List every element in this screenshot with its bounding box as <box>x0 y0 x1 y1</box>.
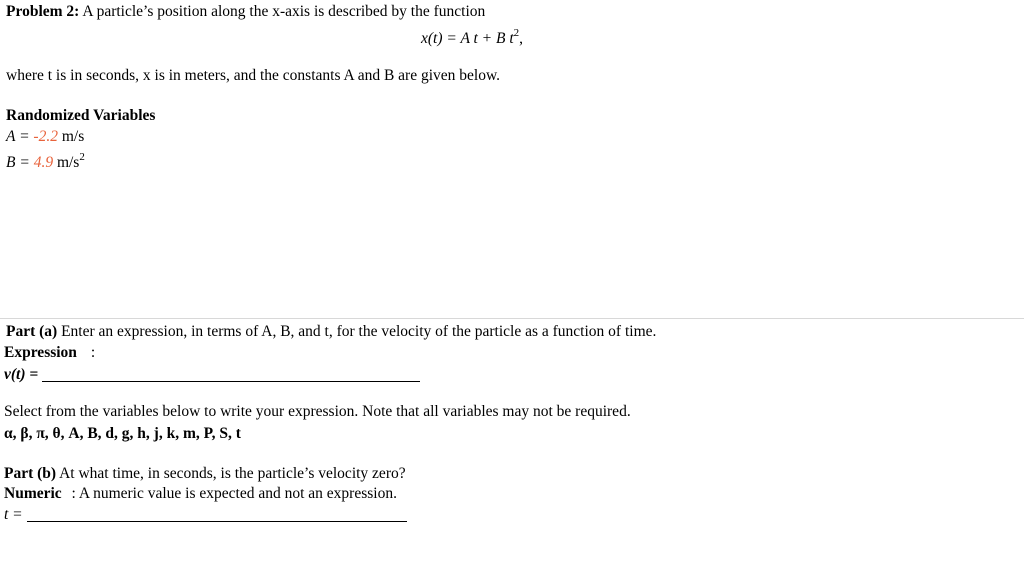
equation-tail: , <box>519 30 524 47</box>
part-a-type <box>4 344 95 362</box>
part-b-type-note: : A numeric value is expected and not an expression. <box>71 485 397 502</box>
variable-a <box>6 128 84 146</box>
part-a-question <box>6 323 656 341</box>
section-divider <box>0 318 1024 319</box>
randomized-variables-heading: Randomized Variables <box>6 107 156 124</box>
part-a-answer-row <box>4 366 420 384</box>
variable-b-unit-exponent: 2 <box>79 151 85 163</box>
variable-b-lhs: B = <box>6 154 30 171</box>
variable-b-value: 4.9 <box>33 154 54 171</box>
problem-statement-line <box>6 3 485 21</box>
part-b-answer-lhs: t = <box>4 506 23 523</box>
variable-b-unit: m/s <box>56 154 80 171</box>
time-answer-field[interactable] <box>27 507 407 522</box>
problem-statement: A particle’s position along the x-axis is described by the function <box>82 3 486 20</box>
allowed-variables-list: α, β, π, θ, A, B, d, g, h, j, k, m, P, S, t <box>4 425 241 442</box>
variable-a-lhs: A = <box>6 128 30 145</box>
part-b-type-label: Numeric <box>4 485 62 502</box>
part-a-type-sep: : <box>90 344 96 361</box>
velocity-answer-field[interactable] <box>42 367 420 382</box>
variable-b <box>6 151 85 172</box>
part-b-text: At what time, in seconds, is the particle’s velocity zero? <box>59 465 406 482</box>
equation-exponent: 2 <box>513 27 520 39</box>
part-a-type-label: Expression <box>4 344 77 361</box>
part-b-answer-row <box>4 506 407 524</box>
part-a-answer-lhs: v(t) = <box>4 366 39 383</box>
equation-text: x(t) = A t + B t <box>421 30 514 47</box>
part-a-label: Part (a) <box>6 323 58 340</box>
variable-a-value: -2.2 <box>33 128 58 145</box>
part-b-type <box>4 485 397 503</box>
part-b-question <box>4 465 406 483</box>
variable-a-unit: m/s <box>61 128 85 145</box>
part-a-select-note: Select from the variables below to write your expression. Note that all variables may not be required. <box>4 403 631 420</box>
part-a-text: Enter an expression, in terms of A, B, and t, for the velocity of the particle as a function of time. <box>61 323 657 340</box>
part-b-label: Part (b) <box>4 465 57 482</box>
position-equation <box>421 27 523 48</box>
where-text: where t is in seconds, x is in meters, and the constants A and B are given below. <box>6 67 501 84</box>
problem-label: Problem 2: <box>6 3 80 20</box>
